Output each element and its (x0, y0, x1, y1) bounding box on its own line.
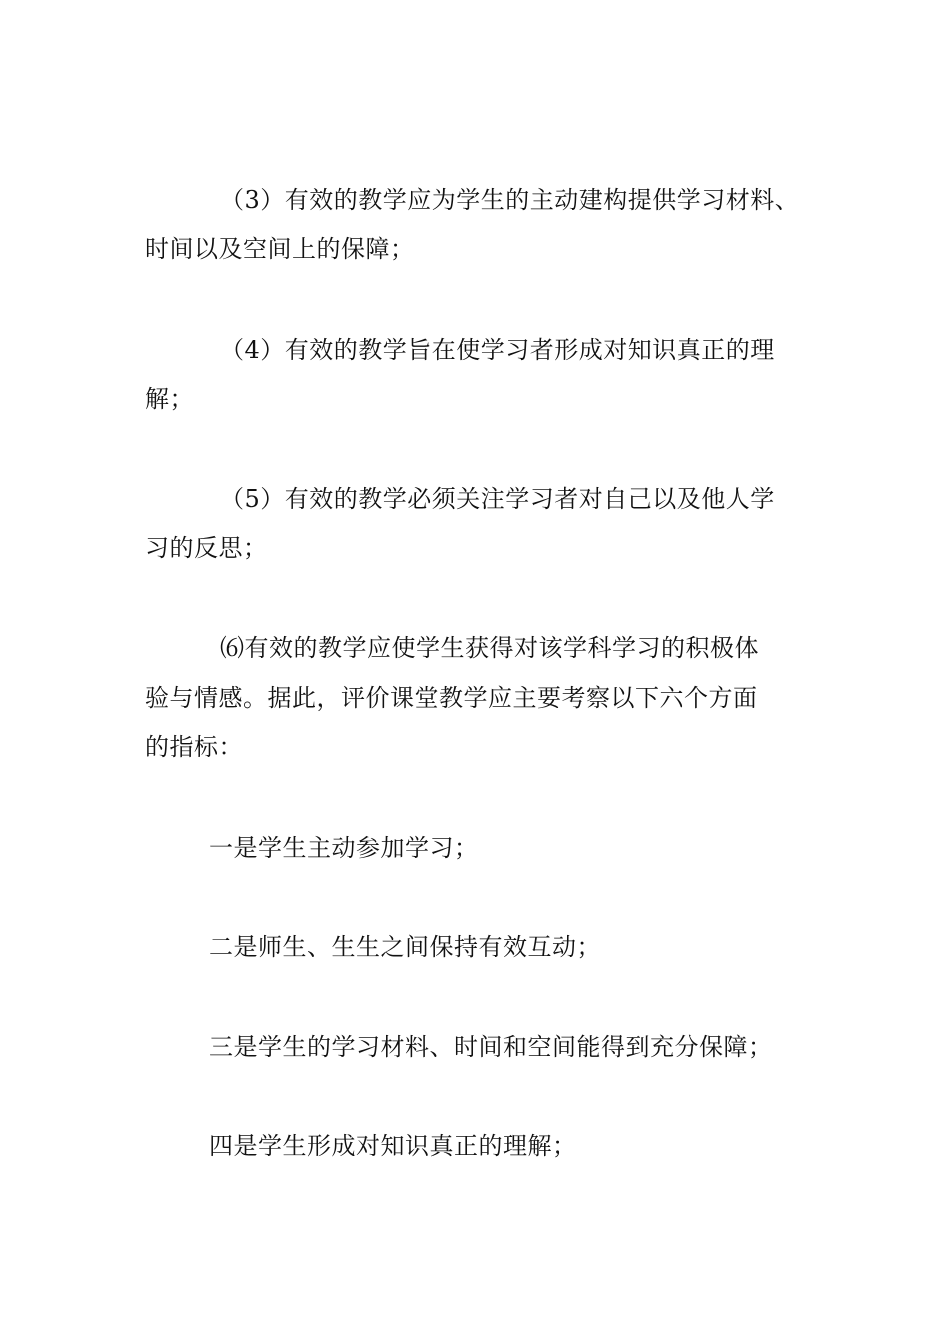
indicator-2: 二是师生、生生之间保持有效互动； (209, 933, 601, 961)
paragraph-5-line-2: 习的反思； (145, 534, 268, 562)
paragraph-6-line-3: 的指标： (145, 733, 243, 761)
paragraph-4-line-1: （4）有效的教学旨在使学习者形成对知识真正的理 (220, 336, 775, 364)
paragraph-5-line-1: （5）有效的教学必须关注学习者对自己以及他人学 (220, 485, 775, 513)
paragraph-3-line-2: 时间以及空间上的保障； (145, 235, 415, 263)
paragraph-6-line-1: ⑹有效的教学应使学生获得对该学科学习的积极体 (220, 634, 759, 662)
indicator-4: 四是学生形成对知识真正的理解； (209, 1132, 577, 1160)
paragraph-6-line-2: 验与情感。据此，评价课堂教学应主要考察以下六个方面 (145, 684, 758, 712)
paragraph-4-line-2: 解； (145, 385, 194, 413)
paragraph-3-line-1: （3）有效的教学应为学生的主动建构提供学习材料、 (220, 186, 800, 214)
indicator-3: 三是学生的学习材料、时间和空间能得到充分保障； (209, 1033, 773, 1061)
indicator-1: 一是学生主动参加学习； (209, 834, 479, 862)
